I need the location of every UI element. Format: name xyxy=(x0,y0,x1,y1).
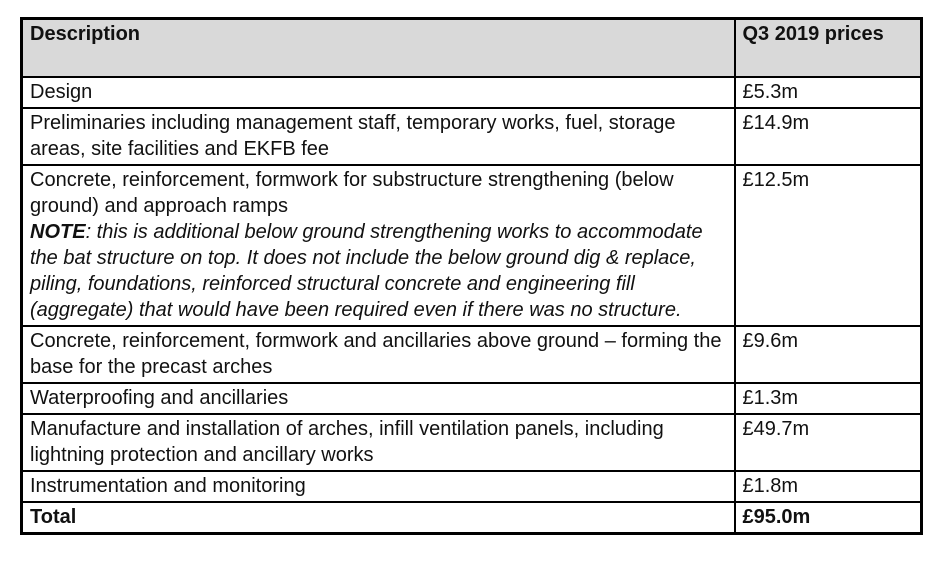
description-text: Concrete, reinforcement, formwork for substructure strengthening (below ground) and approach ramps xyxy=(30,168,674,217)
price-cell: £9.6m xyxy=(735,326,922,383)
price-cell: £1.8m xyxy=(735,471,922,502)
description-cell: Design xyxy=(22,77,735,108)
note-text xyxy=(30,219,726,323)
cost-table xyxy=(20,17,923,535)
total-row xyxy=(22,502,922,534)
table-row xyxy=(22,165,922,326)
table-row xyxy=(22,471,922,502)
description-cell: Concrete, reinforcement, formwork and ancillaries above ground – forming the base for the precast arches xyxy=(22,326,735,383)
price-cell: £1.3m xyxy=(735,383,922,414)
price-cell: £5.3m xyxy=(735,77,922,108)
table-row xyxy=(22,326,922,383)
description-cell: Manufacture and installation of arches, infill ventilation panels, including lightning protection and ancillary works xyxy=(22,414,735,471)
header-prices: Q3 2019 prices xyxy=(735,19,922,77)
table-header-row xyxy=(22,19,922,77)
total-price-cell: £95.0m xyxy=(735,502,922,534)
price-cell: £14.9m xyxy=(735,108,922,165)
note-body: : this is additional below ground strengthening works to accommodate the bat structure on top. It does not include the below ground dig & replace, piling, foundations, reinforced structural concrete and engineering fill (aggregate) that would have been required even if there was no structure. xyxy=(30,220,703,321)
cost-table-container xyxy=(20,17,920,535)
header-description: Description xyxy=(22,19,735,77)
description-cell: Waterproofing and ancillaries xyxy=(22,383,735,414)
table-row xyxy=(22,77,922,108)
total-label-cell: Total xyxy=(22,502,735,534)
description-cell: Preliminaries including management staff, temporary works, fuel, storage areas, site facilities and EKFB fee xyxy=(22,108,735,165)
table-row xyxy=(22,108,922,165)
description-cell xyxy=(22,165,735,326)
table-row xyxy=(22,383,922,414)
price-cell: £49.7m xyxy=(735,414,922,471)
description-cell: Instrumentation and monitoring xyxy=(22,471,735,502)
note-label: NOTE xyxy=(30,220,86,243)
price-cell: £12.5m xyxy=(735,165,922,326)
table-row xyxy=(22,414,922,471)
